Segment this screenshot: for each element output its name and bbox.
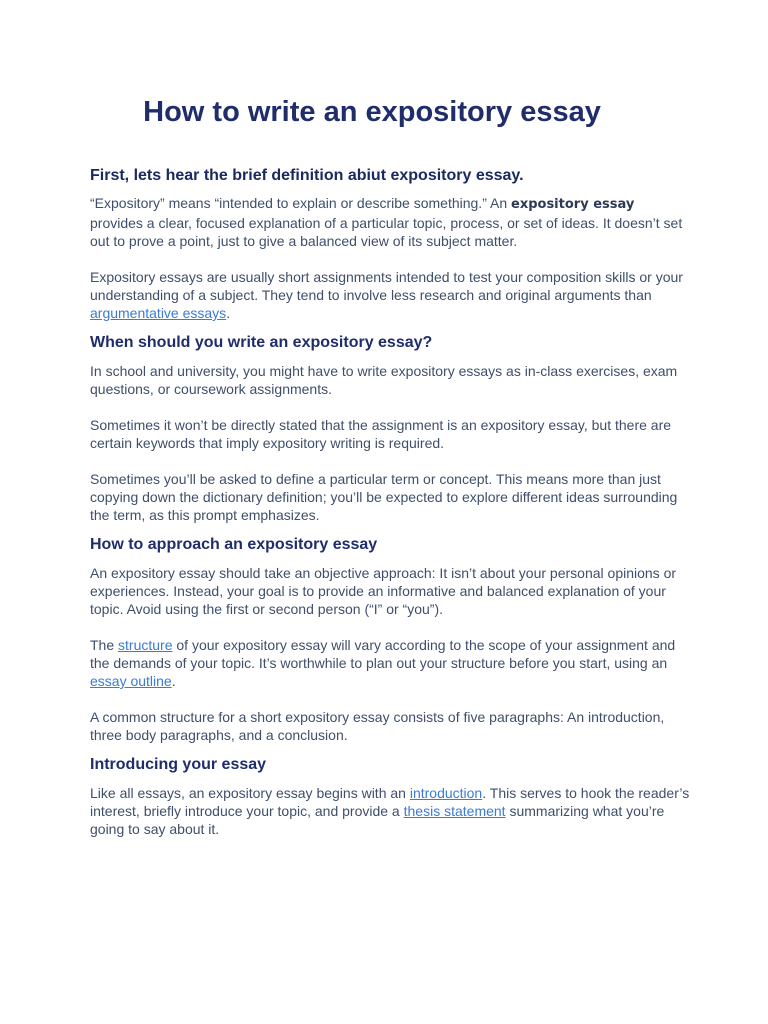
- heading-when: When should you write an expository essay?: [90, 334, 433, 351]
- paragraph-definition-1: “Expository” means “intended to explain or describe something.” An expository essay provides a clear, focused explanation of a particular topic, process, or set of ideas. It doesn’t set out to prove a point, just to give a balanced view of its subject matter.: [90, 195, 683, 249]
- heading-definition: First, lets hear the brief definition abiut expository essay.: [90, 167, 524, 184]
- link-argumentative-essays[interactable]: argumentative essays: [90, 305, 227, 321]
- link-introduction[interactable]: introduction: [409, 785, 483, 801]
- paragraph-definition-2: Expository essays are usually short assignments intended to test your composition skills or your understanding of a subject. They tend to involve less research and original arguments than argumentative essays.: [90, 269, 683, 321]
- paragraph-approach-1: An expository essay should take an objective approach: It isn’t about your personal opinions or experiences. Instead, your goal is to provide an informative and balanced explanation of your topic. Avoid using the first or second person (“I” or “you”).: [90, 565, 677, 617]
- paragraph-when-3: Sometimes you’ll be asked to define a particular term or concept. This means more than just copying down the dictionary definition; you’ll be expected to explore different ideas surrounding the term, as this prompt emphasizes.: [90, 471, 678, 523]
- link-structure[interactable]: structure: [118, 637, 173, 653]
- page-title: How to write an expository essay: [143, 96, 601, 128]
- link-thesis-statement[interactable]: thesis statement: [403, 803, 506, 819]
- heading-intro: Introducing your essay: [90, 756, 267, 773]
- heading-approach: How to approach an expository essay: [90, 536, 378, 553]
- paragraph-when-2: Sometimes it won’t be directly stated that the assignment is an expository essay, but there are certain keywords that imply expository writing is required.: [90, 417, 672, 451]
- bold-term: expository essay: [511, 197, 635, 212]
- paragraph-approach-2: The structure of your expository essay will vary according to the scope of your assignment and the demands of your topic. It’s worthwhile to plan out your structure before you start, using an essay outline.: [90, 637, 676, 689]
- paragraph-intro-1: Like all essays, an expository essay begins with an introduction. This serves to hook the reader’s interest, briefly introduce your topic, and provide a thesis statement summarizing what you’re going to say about it.: [90, 785, 690, 837]
- link-essay-outline[interactable]: essay outline: [90, 673, 172, 689]
- paragraph-when-1: In school and university, you might have to write expository essays as in-class exercises, exam questions, or coursework assignments.: [90, 363, 678, 397]
- paragraph-approach-3: A common structure for a short expository essay consists of five paragraphs: An introduction, three body paragraphs, and a conclusion.: [90, 709, 665, 743]
- document-body: [90, 165, 690, 838]
